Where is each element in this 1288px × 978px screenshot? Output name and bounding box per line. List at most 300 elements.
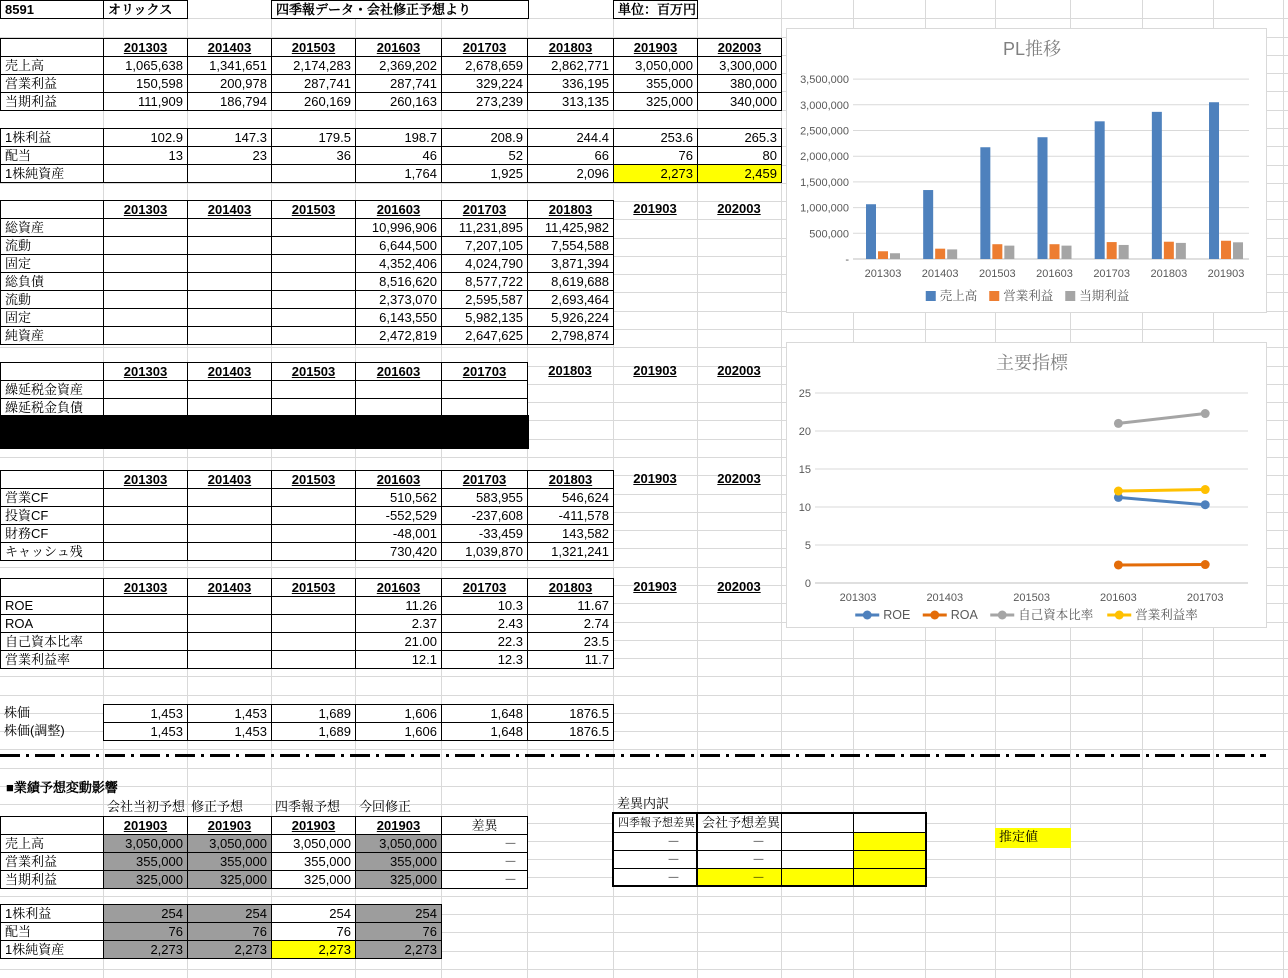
value-cell[interactable]: 76 (613, 146, 698, 165)
value-cell[interactable]: -48,001 (355, 524, 442, 543)
value-cell[interactable] (613, 254, 697, 272)
value-cell[interactable] (697, 308, 781, 326)
year-header-cell[interactable]: 201403 (187, 578, 272, 597)
row-label-cell[interactable]: 営業利益率 (0, 650, 104, 669)
value-cell[interactable] (103, 632, 188, 651)
value-cell[interactable] (187, 488, 272, 507)
value-cell[interactable]: 5,982,135 (441, 308, 528, 327)
value-cell[interactable] (271, 254, 356, 273)
value-cell[interactable]: 2.37 (355, 614, 442, 633)
value-cell[interactable] (103, 164, 188, 183)
value-cell[interactable] (697, 326, 781, 344)
year-header-cell[interactable]: 201903 (633, 201, 677, 216)
diff-detail-cell[interactable]: － (613, 850, 698, 869)
row-label-cell[interactable]: 当期利益 (0, 92, 104, 111)
value-cell[interactable]: 1,039,870 (441, 542, 528, 561)
year-header-cell[interactable]: 201803 (527, 200, 614, 219)
value-cell[interactable] (103, 236, 188, 255)
forecast-pershare-cell[interactable]: 254 (187, 904, 272, 923)
value-cell[interactable]: 8,516,620 (355, 272, 442, 291)
pl-trend-chart[interactable] (786, 28, 1267, 313)
forecast-pershare-cell[interactable]: 2,273 (187, 940, 272, 959)
row-label-cell[interactable]: 当期利益 (0, 870, 104, 889)
value-cell[interactable] (613, 632, 697, 650)
year-header-cell[interactable]: 201503 (271, 200, 356, 219)
value-cell[interactable] (441, 380, 528, 399)
value-cell[interactable]: 7,207,105 (441, 236, 528, 255)
year-header-cell[interactable]: 201603 (355, 578, 442, 597)
year-header-cell[interactable]: 201303 (103, 200, 188, 219)
value-cell[interactable]: 1,453 (103, 722, 188, 741)
value-cell[interactable]: 244.4 (527, 128, 614, 147)
value-cell[interactable] (187, 308, 272, 327)
value-cell[interactable]: 2,096 (527, 164, 614, 183)
value-cell[interactable] (697, 506, 781, 524)
diff-detail-cell[interactable] (853, 832, 926, 851)
value-cell[interactable] (187, 326, 272, 345)
value-cell[interactable]: 273,239 (441, 92, 528, 111)
value-cell[interactable]: 583,955 (441, 488, 528, 507)
value-cell[interactable]: -237,608 (441, 506, 528, 525)
year-header-cell[interactable]: 201303 (103, 38, 188, 57)
row-label-cell[interactable]: 繰延税金負債 (0, 398, 104, 417)
row-label-cell[interactable]: 流動 (0, 290, 104, 309)
diff-detail-cell[interactable]: － (697, 868, 782, 887)
year-header-cell[interactable]: 201903 (633, 579, 677, 594)
year-header-cell[interactable]: 201803 (527, 470, 614, 489)
year-header-cell[interactable]: 201403 (187, 362, 272, 381)
value-cell[interactable] (271, 380, 356, 399)
value-cell[interactable] (697, 650, 781, 668)
header-code-cell[interactable]: 8591 (0, 0, 104, 19)
value-cell[interactable]: 8,619,688 (527, 272, 614, 291)
value-cell[interactable]: 13 (103, 146, 188, 165)
value-cell[interactable]: 11.7 (527, 650, 614, 669)
value-cell[interactable]: 179.5 (271, 128, 356, 147)
value-cell[interactable] (187, 542, 272, 561)
value-cell[interactable] (613, 236, 697, 254)
forecast-pershare-cell[interactable]: 76 (355, 922, 442, 941)
value-cell[interactable] (187, 650, 272, 669)
value-cell[interactable] (527, 380, 613, 398)
forecast-value-cell[interactable]: 325,000 (103, 870, 188, 889)
value-cell[interactable]: 2,472,819 (355, 326, 442, 345)
value-cell[interactable] (103, 254, 188, 273)
year-header-empty-cell[interactable] (0, 578, 104, 597)
forecast-pershare-cell[interactable]: 2,273 (355, 940, 442, 959)
forecast-year-cell[interactable]: 201903 (355, 816, 442, 835)
value-cell[interactable]: 2,862,771 (527, 56, 614, 75)
value-cell[interactable] (187, 380, 272, 399)
forecast-value-cell[interactable]: 355,000 (271, 852, 356, 871)
forecast-value-cell[interactable]: 3,050,000 (103, 834, 188, 853)
estimate-value-label[interactable]: 推定値 (995, 828, 1071, 848)
diff-detail-header-cell[interactable]: 四季報予想差異 (613, 813, 698, 833)
value-cell[interactable]: 2,595,587 (441, 290, 528, 309)
value-cell[interactable]: 260,169 (271, 92, 356, 111)
value-cell[interactable]: 6,143,550 (355, 308, 442, 327)
value-cell[interactable]: 7,554,588 (527, 236, 614, 255)
year-header-empty-cell[interactable] (0, 38, 104, 57)
value-cell[interactable]: 6,644,500 (355, 236, 442, 255)
value-cell[interactable] (697, 488, 781, 506)
value-cell[interactable] (613, 596, 697, 614)
value-cell[interactable] (103, 488, 188, 507)
row-label-cell[interactable]: 固定 (0, 254, 104, 273)
forecast-diff-header-cell[interactable]: 差異 (441, 816, 528, 835)
diff-detail-cell[interactable]: － (613, 832, 698, 851)
forecast-pershare-cell[interactable]: 2,273 (271, 940, 356, 959)
forecast-value-cell[interactable]: 325,000 (187, 870, 272, 889)
diff-detail-cell[interactable] (781, 850, 854, 869)
value-cell[interactable]: 1,689 (271, 722, 356, 741)
value-cell[interactable] (271, 524, 356, 543)
value-cell[interactable]: 1,341,651 (187, 56, 272, 75)
forecast-pershare-cell[interactable]: 254 (355, 904, 442, 923)
value-cell[interactable]: 12.1 (355, 650, 442, 669)
forecast-year-cell[interactable]: 201903 (103, 816, 188, 835)
value-cell[interactable] (697, 218, 781, 236)
year-header-empty-cell[interactable] (0, 362, 104, 381)
year-header-cell[interactable]: 202003 (717, 363, 761, 378)
year-header-empty-cell[interactable] (0, 470, 104, 489)
value-cell[interactable]: 1,606 (355, 704, 442, 723)
value-cell[interactable]: 22.3 (441, 632, 528, 651)
value-cell[interactable] (613, 218, 697, 236)
forecast-value-cell[interactable]: 3,050,000 (187, 834, 272, 853)
value-cell[interactable] (187, 164, 272, 183)
value-cell[interactable] (103, 272, 188, 291)
year-header-cell[interactable]: 201803 (527, 578, 614, 597)
year-header-cell[interactable]: 201503 (271, 362, 356, 381)
value-cell[interactable] (271, 614, 356, 633)
value-cell[interactable] (271, 326, 356, 345)
value-cell[interactable] (271, 272, 356, 291)
value-cell[interactable]: 1,453 (187, 722, 272, 741)
value-cell[interactable]: 1,925 (441, 164, 528, 183)
year-header-cell[interactable]: 201503 (271, 470, 356, 489)
value-cell[interactable]: 1,453 (187, 704, 272, 723)
value-cell[interactable] (187, 614, 272, 633)
diff-detail-cell[interactable] (853, 850, 926, 869)
value-cell[interactable] (103, 614, 188, 633)
row-label-cell[interactable]: 流動 (0, 236, 104, 255)
year-header-cell[interactable]: 201303 (103, 470, 188, 489)
year-header-cell[interactable]: 201403 (187, 200, 272, 219)
value-cell[interactable]: -33,459 (441, 524, 528, 543)
value-cell[interactable]: 2,174,283 (271, 56, 356, 75)
row-label-cell[interactable]: 繰延税金資産 (0, 380, 104, 399)
year-header-cell[interactable]: 201603 (355, 362, 442, 381)
value-cell[interactable]: 21.00 (355, 632, 442, 651)
year-header-cell[interactable]: 202003 (717, 471, 761, 486)
value-cell[interactable]: 313,135 (527, 92, 614, 111)
diff-detail-cell[interactable] (781, 868, 854, 887)
value-cell[interactable]: 80 (697, 146, 782, 165)
value-cell[interactable] (187, 254, 272, 273)
value-cell[interactable]: 2,693,464 (527, 290, 614, 309)
year-header-cell[interactable]: 201903 (633, 471, 677, 486)
value-cell[interactable] (271, 650, 356, 669)
forecast-diff-cell[interactable]: － (441, 834, 528, 853)
row-label-cell[interactable]: 売上高 (0, 56, 104, 75)
value-cell[interactable]: 1876.5 (527, 722, 614, 741)
value-cell[interactable] (103, 326, 188, 345)
year-header-cell[interactable]: 201703 (441, 470, 528, 489)
value-cell[interactable]: 253.6 (613, 128, 698, 147)
year-header-cell[interactable]: 201703 (441, 362, 528, 381)
diff-detail-header-cell[interactable]: 会社予想差異 (697, 813, 782, 833)
year-header-cell[interactable]: 202003 (697, 38, 782, 57)
value-cell[interactable]: 11.67 (527, 596, 614, 615)
row-label-cell[interactable]: 営業利益 (0, 852, 104, 871)
value-cell[interactable] (103, 524, 188, 543)
row-label-cell[interactable]: 営業利益 (0, 74, 104, 93)
year-header-cell[interactable]: 201603 (355, 470, 442, 489)
value-cell[interactable] (613, 650, 697, 668)
value-cell[interactable]: 10,996,906 (355, 218, 442, 237)
value-cell[interactable] (527, 398, 613, 416)
value-cell[interactable]: 8,577,722 (441, 272, 528, 291)
value-cell[interactable]: 546,624 (527, 488, 614, 507)
header-source-cell[interactable]: 四季報データ・会社修正予想より (271, 0, 529, 19)
value-cell[interactable] (697, 254, 781, 272)
forecast-pershare-cell[interactable]: 76 (103, 922, 188, 941)
forecast-pershare-cell[interactable]: 76 (271, 922, 356, 941)
header-company-cell[interactable]: オリックス (103, 0, 188, 19)
value-cell[interactable] (103, 596, 188, 615)
value-cell[interactable]: 208.9 (441, 128, 528, 147)
value-cell[interactable]: 1,065,638 (103, 56, 188, 75)
forecast-pershare-cell[interactable]: 2,273 (103, 940, 188, 959)
value-cell[interactable]: 66 (527, 146, 614, 165)
value-cell[interactable] (271, 506, 356, 525)
value-cell[interactable]: 325,000 (613, 92, 698, 111)
row-label-cell[interactable]: ROE (0, 596, 104, 615)
value-cell[interactable] (613, 614, 697, 632)
value-cell[interactable] (103, 380, 188, 399)
year-header-cell[interactable]: 202003 (717, 579, 761, 594)
value-cell[interactable] (613, 290, 697, 308)
value-cell[interactable] (187, 290, 272, 309)
value-cell[interactable]: 510,562 (355, 488, 442, 507)
value-cell[interactable]: 46 (355, 146, 442, 165)
value-cell[interactable] (187, 218, 272, 237)
row-label-cell[interactable]: 総資産 (0, 218, 104, 237)
value-cell[interactable] (271, 236, 356, 255)
forecast-value-cell[interactable]: 325,000 (355, 870, 442, 889)
value-cell[interactable]: 36 (271, 146, 356, 165)
value-cell[interactable] (187, 272, 272, 291)
value-cell[interactable]: 1,453 (103, 704, 188, 723)
value-cell[interactable]: 186,794 (187, 92, 272, 111)
row-label-cell[interactable]: 営業CF (0, 488, 104, 507)
value-cell[interactable] (271, 218, 356, 237)
value-cell[interactable]: 52 (441, 146, 528, 165)
value-cell[interactable]: 143,582 (527, 524, 614, 543)
row-label-cell[interactable]: ROA (0, 614, 104, 633)
value-cell[interactable] (187, 524, 272, 543)
diff-detail-header-cell[interactable] (853, 813, 926, 833)
row-label-cell[interactable]: 1株純資産 (0, 940, 104, 959)
diff-detail-cell[interactable]: － (697, 832, 782, 851)
value-cell[interactable] (613, 308, 697, 326)
diff-detail-cell[interactable]: － (697, 850, 782, 869)
value-cell[interactable] (697, 542, 781, 560)
value-cell[interactable]: 200,978 (187, 74, 272, 93)
value-cell[interactable]: 1,764 (355, 164, 442, 183)
year-header-cell[interactable]: 201303 (103, 362, 188, 381)
value-cell[interactable] (613, 488, 697, 506)
value-cell[interactable]: 1876.5 (527, 704, 614, 723)
value-cell[interactable] (697, 236, 781, 254)
year-header-empty-cell[interactable] (0, 200, 104, 219)
year-header-cell[interactable]: 201803 (527, 38, 614, 57)
value-cell[interactable] (613, 524, 697, 542)
value-cell[interactable] (187, 596, 272, 615)
value-cell[interactable] (103, 506, 188, 525)
value-cell[interactable]: 111,909 (103, 92, 188, 111)
value-cell[interactable] (271, 542, 356, 561)
value-cell[interactable]: 23 (187, 146, 272, 165)
year-header-cell[interactable]: 201603 (355, 200, 442, 219)
value-cell[interactable]: 2.74 (527, 614, 614, 633)
row-label-cell[interactable]: 配当 (0, 146, 104, 165)
diff-detail-cell[interactable] (853, 868, 926, 887)
value-cell[interactable]: -552,529 (355, 506, 442, 525)
value-cell[interactable] (271, 596, 356, 615)
value-cell[interactable]: 147.3 (187, 128, 272, 147)
year-header-cell[interactable]: 201503 (271, 578, 356, 597)
value-cell[interactable]: 2,273 (613, 164, 698, 183)
value-cell[interactable] (613, 398, 697, 416)
year-header-cell[interactable]: 201703 (441, 38, 528, 57)
value-cell[interactable] (697, 524, 781, 542)
year-header-cell[interactable]: 202003 (717, 201, 761, 216)
value-cell[interactable]: 260,163 (355, 92, 442, 111)
value-cell[interactable] (103, 650, 188, 669)
key-indicators-chart[interactable] (786, 342, 1267, 628)
value-cell[interactable]: 4,024,790 (441, 254, 528, 273)
value-cell[interactable]: 2,373,070 (355, 290, 442, 309)
year-header-cell[interactable]: 201703 (441, 578, 528, 597)
value-cell[interactable]: 11,425,982 (527, 218, 614, 237)
value-cell[interactable]: 10.3 (441, 596, 528, 615)
row-label-cell[interactable]: 1株純資産 (0, 164, 104, 183)
value-cell[interactable] (103, 218, 188, 237)
row-label-cell[interactable]: キャッシュ残 (0, 542, 104, 561)
year-header-cell[interactable]: 201903 (613, 38, 698, 57)
row-label-cell[interactable]: 財務CF (0, 524, 104, 543)
header-unit-cell[interactable]: 単位：百万円 (613, 0, 698, 19)
value-cell[interactable]: 287,741 (271, 74, 356, 93)
forecast-diff-cell[interactable]: － (441, 870, 528, 889)
year-header-cell[interactable]: 201403 (187, 38, 272, 57)
value-cell[interactable] (187, 236, 272, 255)
value-cell[interactable] (355, 380, 442, 399)
value-cell[interactable] (697, 272, 781, 290)
value-cell[interactable]: 336,195 (527, 74, 614, 93)
diff-detail-cell[interactable] (781, 832, 854, 851)
value-cell[interactable] (613, 272, 697, 290)
value-cell[interactable]: 2,647,625 (441, 326, 528, 345)
value-cell[interactable]: 265.3 (697, 128, 782, 147)
value-cell[interactable]: 1,606 (355, 722, 442, 741)
value-cell[interactable]: 12.3 (441, 650, 528, 669)
value-cell[interactable]: 23.5 (527, 632, 614, 651)
diff-detail-cell[interactable]: － (613, 868, 698, 887)
forecast-year-cell[interactable]: 201903 (271, 816, 356, 835)
forecast-value-cell[interactable]: 355,000 (355, 852, 442, 871)
row-label-cell[interactable]: 投資CF (0, 506, 104, 525)
forecast-value-cell[interactable]: 3,050,000 (355, 834, 442, 853)
value-cell[interactable]: 102.9 (103, 128, 188, 147)
forecast-value-cell[interactable]: 355,000 (103, 852, 188, 871)
value-cell[interactable]: 3,300,000 (697, 56, 782, 75)
value-cell[interactable]: 1,689 (271, 704, 356, 723)
value-cell[interactable]: 2,459 (697, 164, 782, 183)
forecast-year-empty-cell[interactable] (0, 816, 104, 835)
value-cell[interactable] (187, 632, 272, 651)
value-cell[interactable] (271, 164, 356, 183)
row-label-cell[interactable]: 総負債 (0, 272, 104, 291)
year-header-cell[interactable]: 201303 (103, 578, 188, 597)
value-cell[interactable]: 287,741 (355, 74, 442, 93)
value-cell[interactable]: 11.26 (355, 596, 442, 615)
value-cell[interactable]: 355,000 (613, 74, 698, 93)
forecast-value-cell[interactable]: 3,050,000 (271, 834, 356, 853)
row-label-cell[interactable]: 配当 (0, 922, 104, 941)
value-cell[interactable] (697, 290, 781, 308)
value-cell[interactable] (103, 542, 188, 561)
diff-detail-header-cell[interactable] (781, 813, 854, 833)
row-label-cell[interactable]: 売上高 (0, 834, 104, 853)
value-cell[interactable]: 1,648 (441, 704, 528, 723)
value-cell[interactable] (271, 308, 356, 327)
value-cell[interactable]: -411,578 (527, 506, 614, 525)
forecast-pershare-cell[interactable]: 76 (187, 922, 272, 941)
forecast-pershare-cell[interactable]: 254 (271, 904, 356, 923)
value-cell[interactable] (103, 308, 188, 327)
forecast-pershare-cell[interactable]: 254 (103, 904, 188, 923)
value-cell[interactable]: 1,648 (441, 722, 528, 741)
value-cell[interactable] (697, 398, 781, 416)
value-cell[interactable]: 1,321,241 (527, 542, 614, 561)
value-cell[interactable] (613, 506, 697, 524)
value-cell[interactable]: 2,369,202 (355, 56, 442, 75)
forecast-year-cell[interactable]: 201903 (187, 816, 272, 835)
value-cell[interactable]: 380,000 (697, 74, 782, 93)
forecast-value-cell[interactable]: 325,000 (271, 870, 356, 889)
year-header-cell[interactable]: 201603 (355, 38, 442, 57)
year-header-cell[interactable]: 201903 (633, 363, 677, 378)
row-label-cell[interactable]: 株価(調整) (4, 723, 65, 738)
value-cell[interactable]: 730,420 (355, 542, 442, 561)
value-cell[interactable] (697, 380, 781, 398)
value-cell[interactable]: 198.7 (355, 128, 442, 147)
year-header-cell[interactable]: 201403 (187, 470, 272, 489)
year-header-cell[interactable]: 201503 (271, 38, 356, 57)
value-cell[interactable]: 150,598 (103, 74, 188, 93)
row-label-cell[interactable]: 1株利益 (0, 128, 104, 147)
value-cell[interactable] (613, 380, 697, 398)
forecast-value-cell[interactable]: 355,000 (187, 852, 272, 871)
value-cell[interactable] (697, 632, 781, 650)
value-cell[interactable]: 329,224 (441, 74, 528, 93)
value-cell[interactable]: 11,231,895 (441, 218, 528, 237)
value-cell[interactable] (271, 488, 356, 507)
row-label-cell[interactable]: 純資産 (0, 326, 104, 345)
